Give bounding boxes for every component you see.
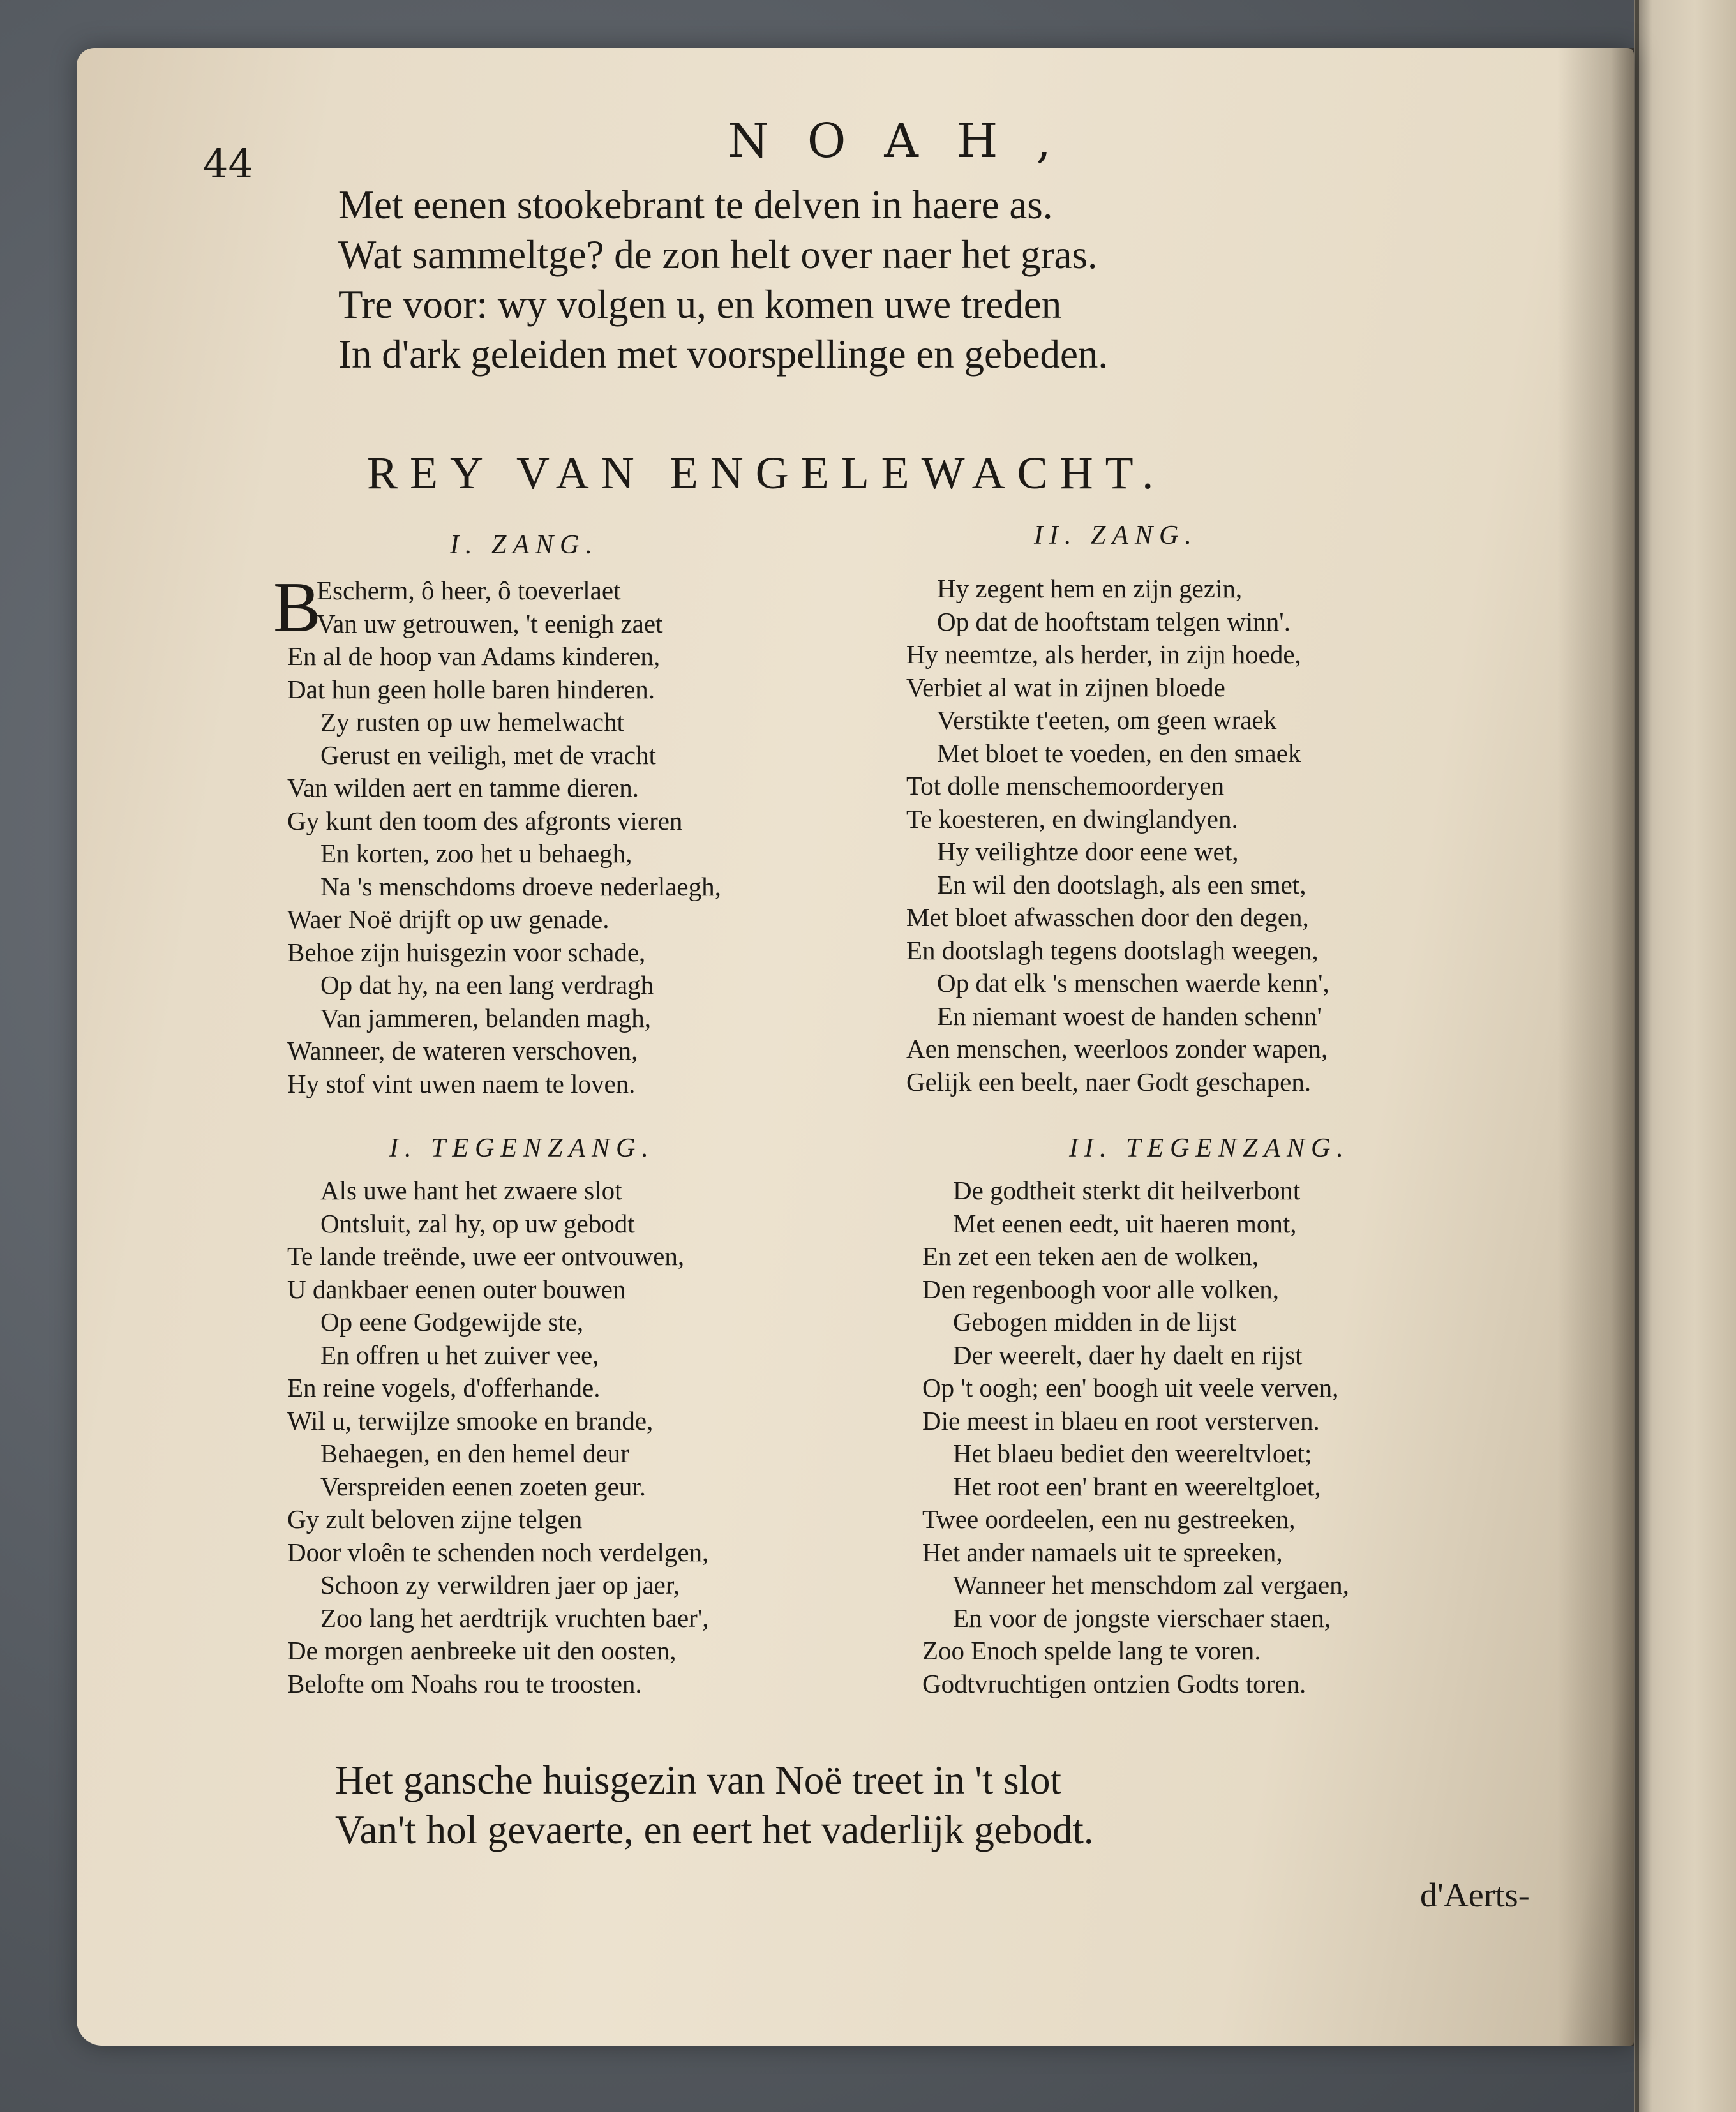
verse-line: Godtvruchtigen ontzien Godts toren. xyxy=(922,1668,1306,1698)
verse-line: Wanneer het menschdom zal vergaen, xyxy=(953,1570,1349,1599)
verse-line: Van jammeren, belanden magh, xyxy=(320,1003,652,1033)
verse-line: Zy rusten op uw hemelwacht xyxy=(320,707,624,737)
verse-line: Ontsluit, zal hy, op uw gebodt xyxy=(320,1208,635,1238)
verse-line: Belofte om Noahs rou te troosten. xyxy=(287,1668,642,1698)
verse-line: Hy zegent hem en zijn gezin, xyxy=(937,574,1243,603)
facing-page-edge xyxy=(1634,0,1736,2112)
verse-line: Behoe zijn huisgezin voor schade, xyxy=(287,937,646,967)
verse-line: En offren u het zuiver vee, xyxy=(320,1340,599,1370)
stanza-i-tegenzang xyxy=(287,1174,708,1700)
stanza-heading: I. ZANG. xyxy=(450,530,599,560)
opening-verse xyxy=(338,180,1108,379)
verse-line: Den regenboogh voor alle volken, xyxy=(922,1274,1280,1304)
verse-line: Gy kunt den toom des afgronts vieren xyxy=(287,805,683,835)
verse-line: Gy zult beloven zijne telgen xyxy=(287,1504,583,1534)
page-gutter-shadow xyxy=(1557,48,1634,2046)
verse-line: Wanneer, de wateren verschoven, xyxy=(287,1036,638,1065)
verse-line: Het gansche huisgezin van Noë treet in 't slot xyxy=(335,1758,1062,1802)
verse-line: Met eenen eedt, uit haeren mont, xyxy=(953,1208,1297,1238)
running-title: NOAH, xyxy=(728,114,1089,169)
verse-line: Verspreiden eenen zoeten geur. xyxy=(320,1471,646,1501)
stanza-heading: II. TEGENZANG. xyxy=(1069,1134,1350,1163)
verse-line: Aen menschen, weerloos zonder wapen, xyxy=(906,1034,1328,1063)
verse-line: De godtheit sterkt dit heilverbont xyxy=(953,1176,1301,1205)
verse-line: Van uw getrouwen, 't eenigh zaet xyxy=(317,608,663,638)
verse-line: Wat sammeltge? de zon helt over naer het gras. xyxy=(338,232,1098,277)
verse-line: In d'ark geleiden met voorspellinge en gebeden. xyxy=(338,332,1109,377)
verse-line: Tre voor: wy volgen u, en komen uwe treden xyxy=(338,282,1062,327)
verse-line: Waer Noë drijft op uw genade. xyxy=(287,904,610,934)
verse-line: Gelijk een beelt, naer Godt geschapen. xyxy=(906,1067,1312,1097)
page-number: 44 xyxy=(203,140,253,187)
verse-line: Te koesteren, en dwinglandyen. xyxy=(906,804,1238,834)
verse-line: Hy neemtze, als herder, in zijn hoede, xyxy=(906,640,1301,669)
closing-verse xyxy=(335,1755,1094,1855)
verse-line: Op eene Godgewijde ste, xyxy=(320,1307,584,1337)
chorus-title: REY VAN ENGELEWACHT. xyxy=(367,447,1166,498)
verse-line: Hy veilightze door eene wet, xyxy=(937,837,1239,866)
verse-line: Met bloet afwasschen door den degen, xyxy=(906,902,1309,932)
stanza-heading: II. ZANG. xyxy=(1034,521,1198,550)
stanza-ii-tegenzang xyxy=(922,1174,1349,1700)
verse-line: En al de hoop van Adams kinderen, xyxy=(287,641,661,671)
verse-line: Behaegen, en den hemel deur xyxy=(320,1439,629,1468)
verse-line: En niemant woest de handen schenn' xyxy=(937,1001,1322,1031)
verse-line: En voor de jongste vierschaer staen, xyxy=(953,1603,1331,1633)
verse-line: Die meest in blaeu en root versterven. xyxy=(922,1405,1320,1435)
verse-line: Escherm, ô heer, ô toeverlaet xyxy=(317,576,621,605)
verse-line: Van't hol gevaerte, en eert het vaderlijk gebodt. xyxy=(335,1808,1094,1852)
drop-cap: B xyxy=(273,568,321,647)
verse-line: En dootslagh tegens dootslagh weegen, xyxy=(906,935,1319,965)
verse-line: Te lande treënde, uwe eer ontvouwen, xyxy=(287,1241,685,1271)
verse-line: Wil u, terwijlze smooke en brande, xyxy=(287,1405,654,1435)
verse-line: Verbiet al wat in zijnen bloede xyxy=(906,672,1225,702)
verse-line: Dat hun geen holle baren hinderen. xyxy=(287,674,655,704)
verse-line: Met bloet te voeden, en den smaek xyxy=(937,738,1301,768)
verse-line: De morgen aenbreeke uit den oosten, xyxy=(287,1636,677,1665)
verse-line: Zoo lang het aerdtrijk vruchten baer', xyxy=(320,1603,709,1633)
verse-line: Zoo Enoch spelde lang te voren. xyxy=(922,1636,1261,1665)
page-fold-shadow xyxy=(1635,0,1639,2112)
verse-line: Op 't oogh; een' boogh uit veele verven, xyxy=(922,1373,1339,1402)
stanza-ii-zang xyxy=(906,573,1329,1098)
verse-line: U dankbaer eenen outer bouwen xyxy=(287,1274,626,1304)
verse-line: Twee oordeelen, een nu gestreeken, xyxy=(922,1504,1296,1534)
verse-line: Op dat hy, na een lang verdragh xyxy=(320,970,654,1000)
verse-line: Het blaeu bediet den weereltvloet; xyxy=(953,1439,1312,1468)
verse-line: Door vloên te schenden noch verdelgen, xyxy=(287,1537,709,1567)
verse-line: Gerust en veiligh, met de vracht xyxy=(320,740,656,770)
verse-line: Van wilden aert en tamme dieren. xyxy=(287,773,639,802)
verse-line: Tot dolle menschemoorderyen xyxy=(906,771,1225,800)
verse-line: Het ander namaels uit te spreeken, xyxy=(922,1537,1283,1567)
verse-line: Het root een' brant en weereltgloet, xyxy=(953,1471,1321,1501)
verse-line: Der weerelt, daer hy daelt en rijst xyxy=(953,1340,1303,1370)
verse-line: Als uwe hant het zwaere slot xyxy=(320,1176,622,1205)
stanza-i-zang xyxy=(287,574,721,1100)
verse-line: Gebogen midden in de lijst xyxy=(953,1307,1237,1337)
verse-line: En wil den dootslagh, als een smet, xyxy=(937,869,1306,899)
stanza-heading: I. TEGENZANG. xyxy=(389,1134,655,1163)
verse-line: En zet een teken aen de wolken, xyxy=(922,1241,1259,1271)
verse-line: En reine vogels, d'offerhande. xyxy=(287,1373,601,1402)
catchword: d'Aerts- xyxy=(1420,1876,1530,1914)
verse-line: Met eenen stookebrant te delven in haere as. xyxy=(338,183,1053,227)
verse-line: Op dat elk 's menschen waerde kenn', xyxy=(937,968,1329,998)
verse-line: Verstikte t'eeten, om geen wraek xyxy=(937,705,1277,735)
verse-line: Schoon zy verwildren jaer op jaer, xyxy=(320,1570,680,1599)
verse-line: Op dat de hooftstam telgen winn'. xyxy=(937,606,1291,636)
verse-line: Hy stof vint uwen naem te loven. xyxy=(287,1068,636,1098)
verse-line: En korten, zoo het u behaegh, xyxy=(320,839,632,868)
verse-line: Na 's menschdoms droeve nederlaegh, xyxy=(320,871,721,901)
